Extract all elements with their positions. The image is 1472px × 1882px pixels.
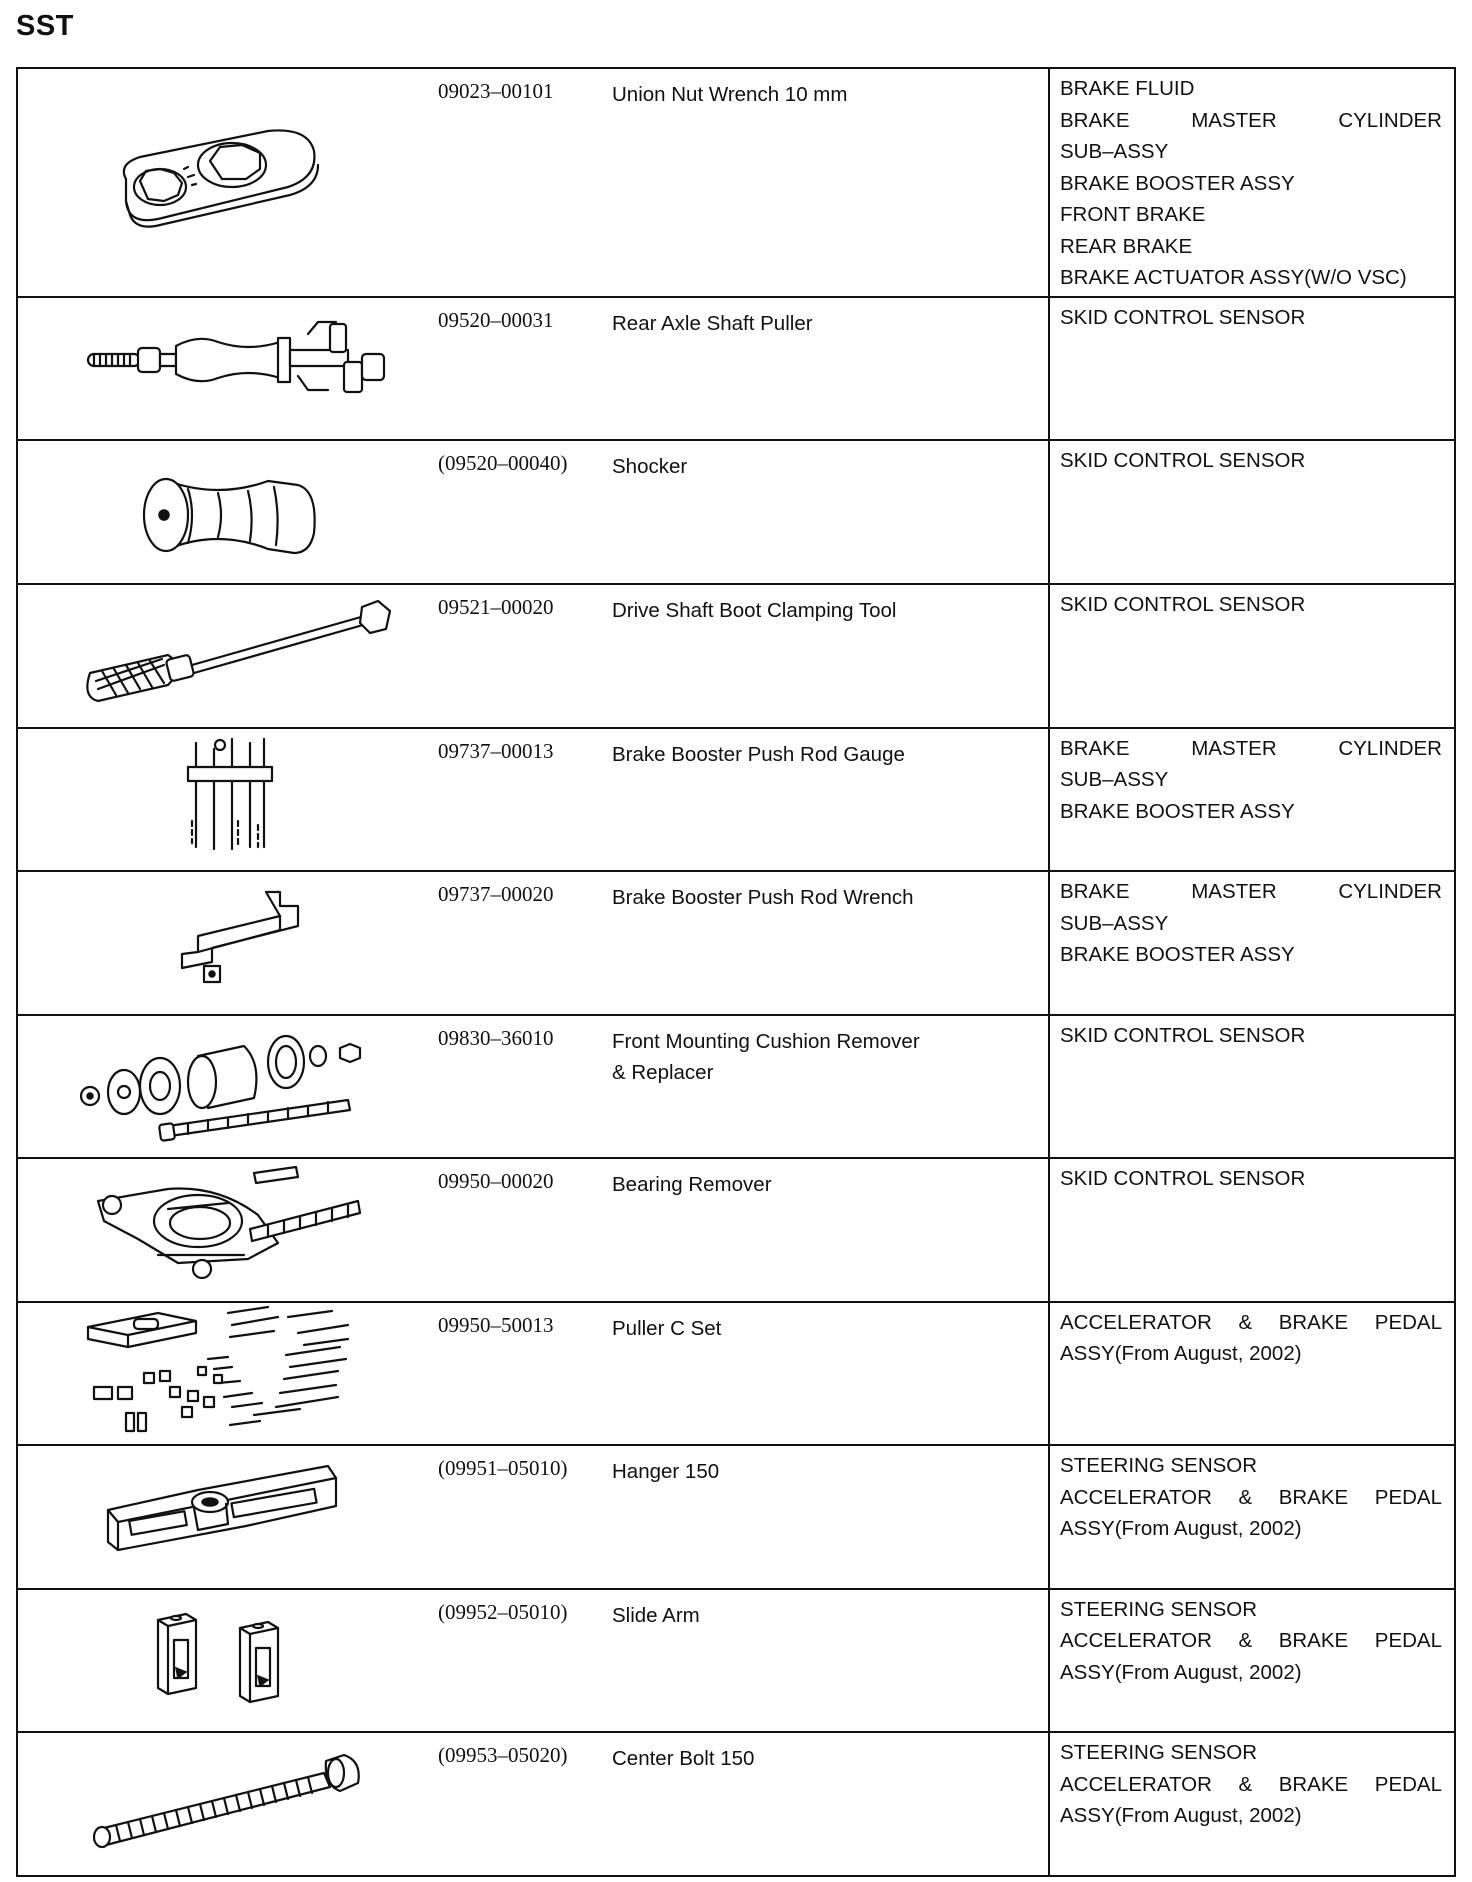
table-row [17,1015,1455,1159]
used-for-cell [1049,1302,1455,1446]
tool-name [610,1590,1048,1732]
tool-name-line: & Replacer [612,1060,714,1084]
tool-name-line: Rear Axle Shaft Puller [612,311,813,335]
tool-cell [17,584,1049,728]
used-for-item: BRAKE MASTER CYLINDER [1060,880,1442,904]
used-for-item: SUB–ASSY [1060,140,1169,163]
tool-name [610,585,1048,727]
tool-cell [17,728,1049,872]
table-row [17,1589,1455,1733]
tool-cell [17,871,1049,1015]
used-for-item: ASSY(From August, 2002) [1060,1517,1302,1541]
part-number: (09951–05010) [438,1456,568,1481]
push-rod-wrench-illustration [18,872,438,1012]
used-for-cell [1049,1445,1455,1589]
union-nut-wrench-icon [18,69,438,296]
tool-cell [17,1589,1049,1733]
tool-name-line: Front Mounting Cushion Remover [612,1029,920,1053]
used-for-item: BRAKE BOOSTER ASSY [1060,799,1295,823]
used-for-cell [1049,297,1455,441]
used-for-item: ACCELERATOR & BRAKE PEDAL [1060,1485,1442,1509]
part-number: 09023–00101 [438,79,554,103]
tool-cell [17,1302,1049,1446]
clamping-tool-illustration [18,585,438,725]
used-for-item: FRONT BRAKE [1060,203,1206,226]
slide-arm-illustration [18,1590,438,1730]
used-for-item: ASSY(From August, 2002) [1060,1342,1302,1366]
used-for-cell [1049,68,1455,297]
table-row [17,584,1455,728]
tool-name [610,441,1048,583]
tool-name [610,298,1048,440]
used-for-item: SUB–ASSY [1060,768,1169,792]
tool-cell [17,440,1049,584]
part-number: 09830–36010 [438,1025,554,1050]
used-for-item: STEERING SENSOR [1060,1597,1258,1621]
tool-name-line: Drive Shaft Boot Clamping Tool [612,598,897,622]
tool-name-line: Center Bolt 150 [612,1747,755,1771]
part-number: 09950–00020 [438,1169,554,1194]
push-rod-gauge-illustration [18,729,438,869]
used-for-item: BRAKE MASTER CYLINDER [1060,736,1442,760]
tool-name [610,1159,1048,1301]
used-for-item: BRAKE BOOSTER ASSY [1060,943,1295,967]
part-number: 09521–00020 [438,594,554,619]
tool-cell [17,68,1049,297]
tool-name [610,1446,1048,1588]
used-for-item: ACCELERATOR & BRAKE PEDAL [1060,1310,1442,1334]
table-row [17,440,1455,584]
tool-name [610,1016,1048,1158]
part-number: 09520–00031 [438,307,554,332]
used-for-cell [1049,1015,1455,1159]
used-for-item: SKID CONTROL SENSOR [1060,305,1306,329]
part-number: 09737–00013 [438,738,554,763]
part-number: (09952–05010) [438,1599,568,1624]
used-for-item: ASSY(From August, 2002) [1060,1660,1302,1684]
used-for-cell [1049,1158,1455,1302]
table-row [17,728,1455,872]
tool-name-line: Slide Arm [612,1603,700,1627]
part-number: (09953–05020) [438,1743,568,1768]
bearing-remover-icon [18,1159,438,1301]
tool-name-line: Hanger 150 [612,1460,720,1484]
union-nut-wrench-illustration [18,69,438,297]
rear-axle-shaft-puller-icon [18,298,438,440]
table-row [17,1302,1455,1446]
tool-name [610,729,1048,871]
hanger-icon [18,1446,438,1588]
used-for-item: BRAKE BOOSTER ASSY [1060,171,1295,195]
table-row [17,1158,1455,1302]
used-for-item: BRAKE FLUID [1060,77,1195,100]
table-row [17,1732,1455,1876]
used-for-item: STEERING SENSOR [1060,1741,1258,1765]
tool-cell [17,1732,1049,1876]
tool-cell [17,1445,1049,1589]
used-for-cell [1049,871,1455,1015]
tool-cell [17,297,1049,441]
tool-name-line: Brake Booster Push Rod Wrench [612,886,914,910]
puller-c-set-illustration [18,1303,438,1443]
used-for-item: SKID CONTROL SENSOR [1060,1167,1306,1191]
shocker-illustration [18,441,438,581]
used-for-item: ACCELERATOR & BRAKE PEDAL [1060,1629,1442,1653]
tool-cell [17,1015,1049,1159]
tool-name-line: Bearing Remover [612,1173,772,1197]
tool-name [610,69,1048,296]
used-for-item: ASSY(From August, 2002) [1060,1804,1302,1828]
tool-name [610,1733,1048,1875]
center-bolt-illustration [18,1733,438,1873]
slide-arm-icon [18,1590,438,1732]
table-row [17,1445,1455,1589]
used-for-item: SUB–ASSY [1060,911,1169,935]
part-number: 09737–00020 [438,882,554,907]
used-for-item: ACCELERATOR & BRAKE PEDAL [1060,1772,1442,1796]
shocker-icon [18,441,438,583]
cushion-remover-set-illustration [18,1016,438,1156]
used-for-item: STEERING SENSOR [1060,1454,1258,1478]
used-for-item: SKID CONTROL SENSOR [1060,592,1306,616]
used-for-item: SKID CONTROL SENSOR [1060,1023,1306,1047]
used-for-cell [1049,1732,1455,1876]
table-row [17,68,1455,297]
part-number: (09520–00040) [438,451,568,476]
tool-name [610,872,1048,1014]
table-row [17,297,1455,441]
tool-name-line: Shocker [612,455,688,479]
push-rod-gauge-icon [18,729,438,871]
tool-name-line: Union Nut Wrench 10 mm [612,83,848,106]
hanger-illustration [18,1446,438,1586]
used-for-cell [1049,440,1455,584]
tool-cell [17,1158,1049,1302]
cushion-remover-set-icon [18,1016,438,1158]
center-bolt-icon [18,1733,438,1875]
bearing-remover-illustration [18,1159,438,1299]
part-number: 09950–50013 [438,1312,554,1337]
clamping-tool-icon [18,585,438,727]
tool-name-line: Puller C Set [612,1316,722,1340]
tool-name-line: Brake Booster Push Rod Gauge [612,742,905,766]
table-row [17,871,1455,1015]
used-for-cell [1049,1589,1455,1733]
tool-name [610,1303,1048,1445]
sst-table [16,67,1456,1877]
rear-axle-shaft-puller-illustration [18,298,438,438]
used-for-item: SKID CONTROL SENSOR [1060,449,1306,473]
page-title: SST [16,10,74,42]
used-for-item: REAR BRAKE [1060,234,1193,258]
puller-c-set-icon [18,1303,438,1445]
push-rod-wrench-icon [18,872,438,1014]
used-for-item: BRAKE ACTUATOR ASSY(W/O VSC) [1060,266,1407,289]
used-for-cell [1049,584,1455,728]
used-for-item: BRAKE MASTER CYLINDER [1060,108,1442,132]
used-for-cell [1049,728,1455,872]
